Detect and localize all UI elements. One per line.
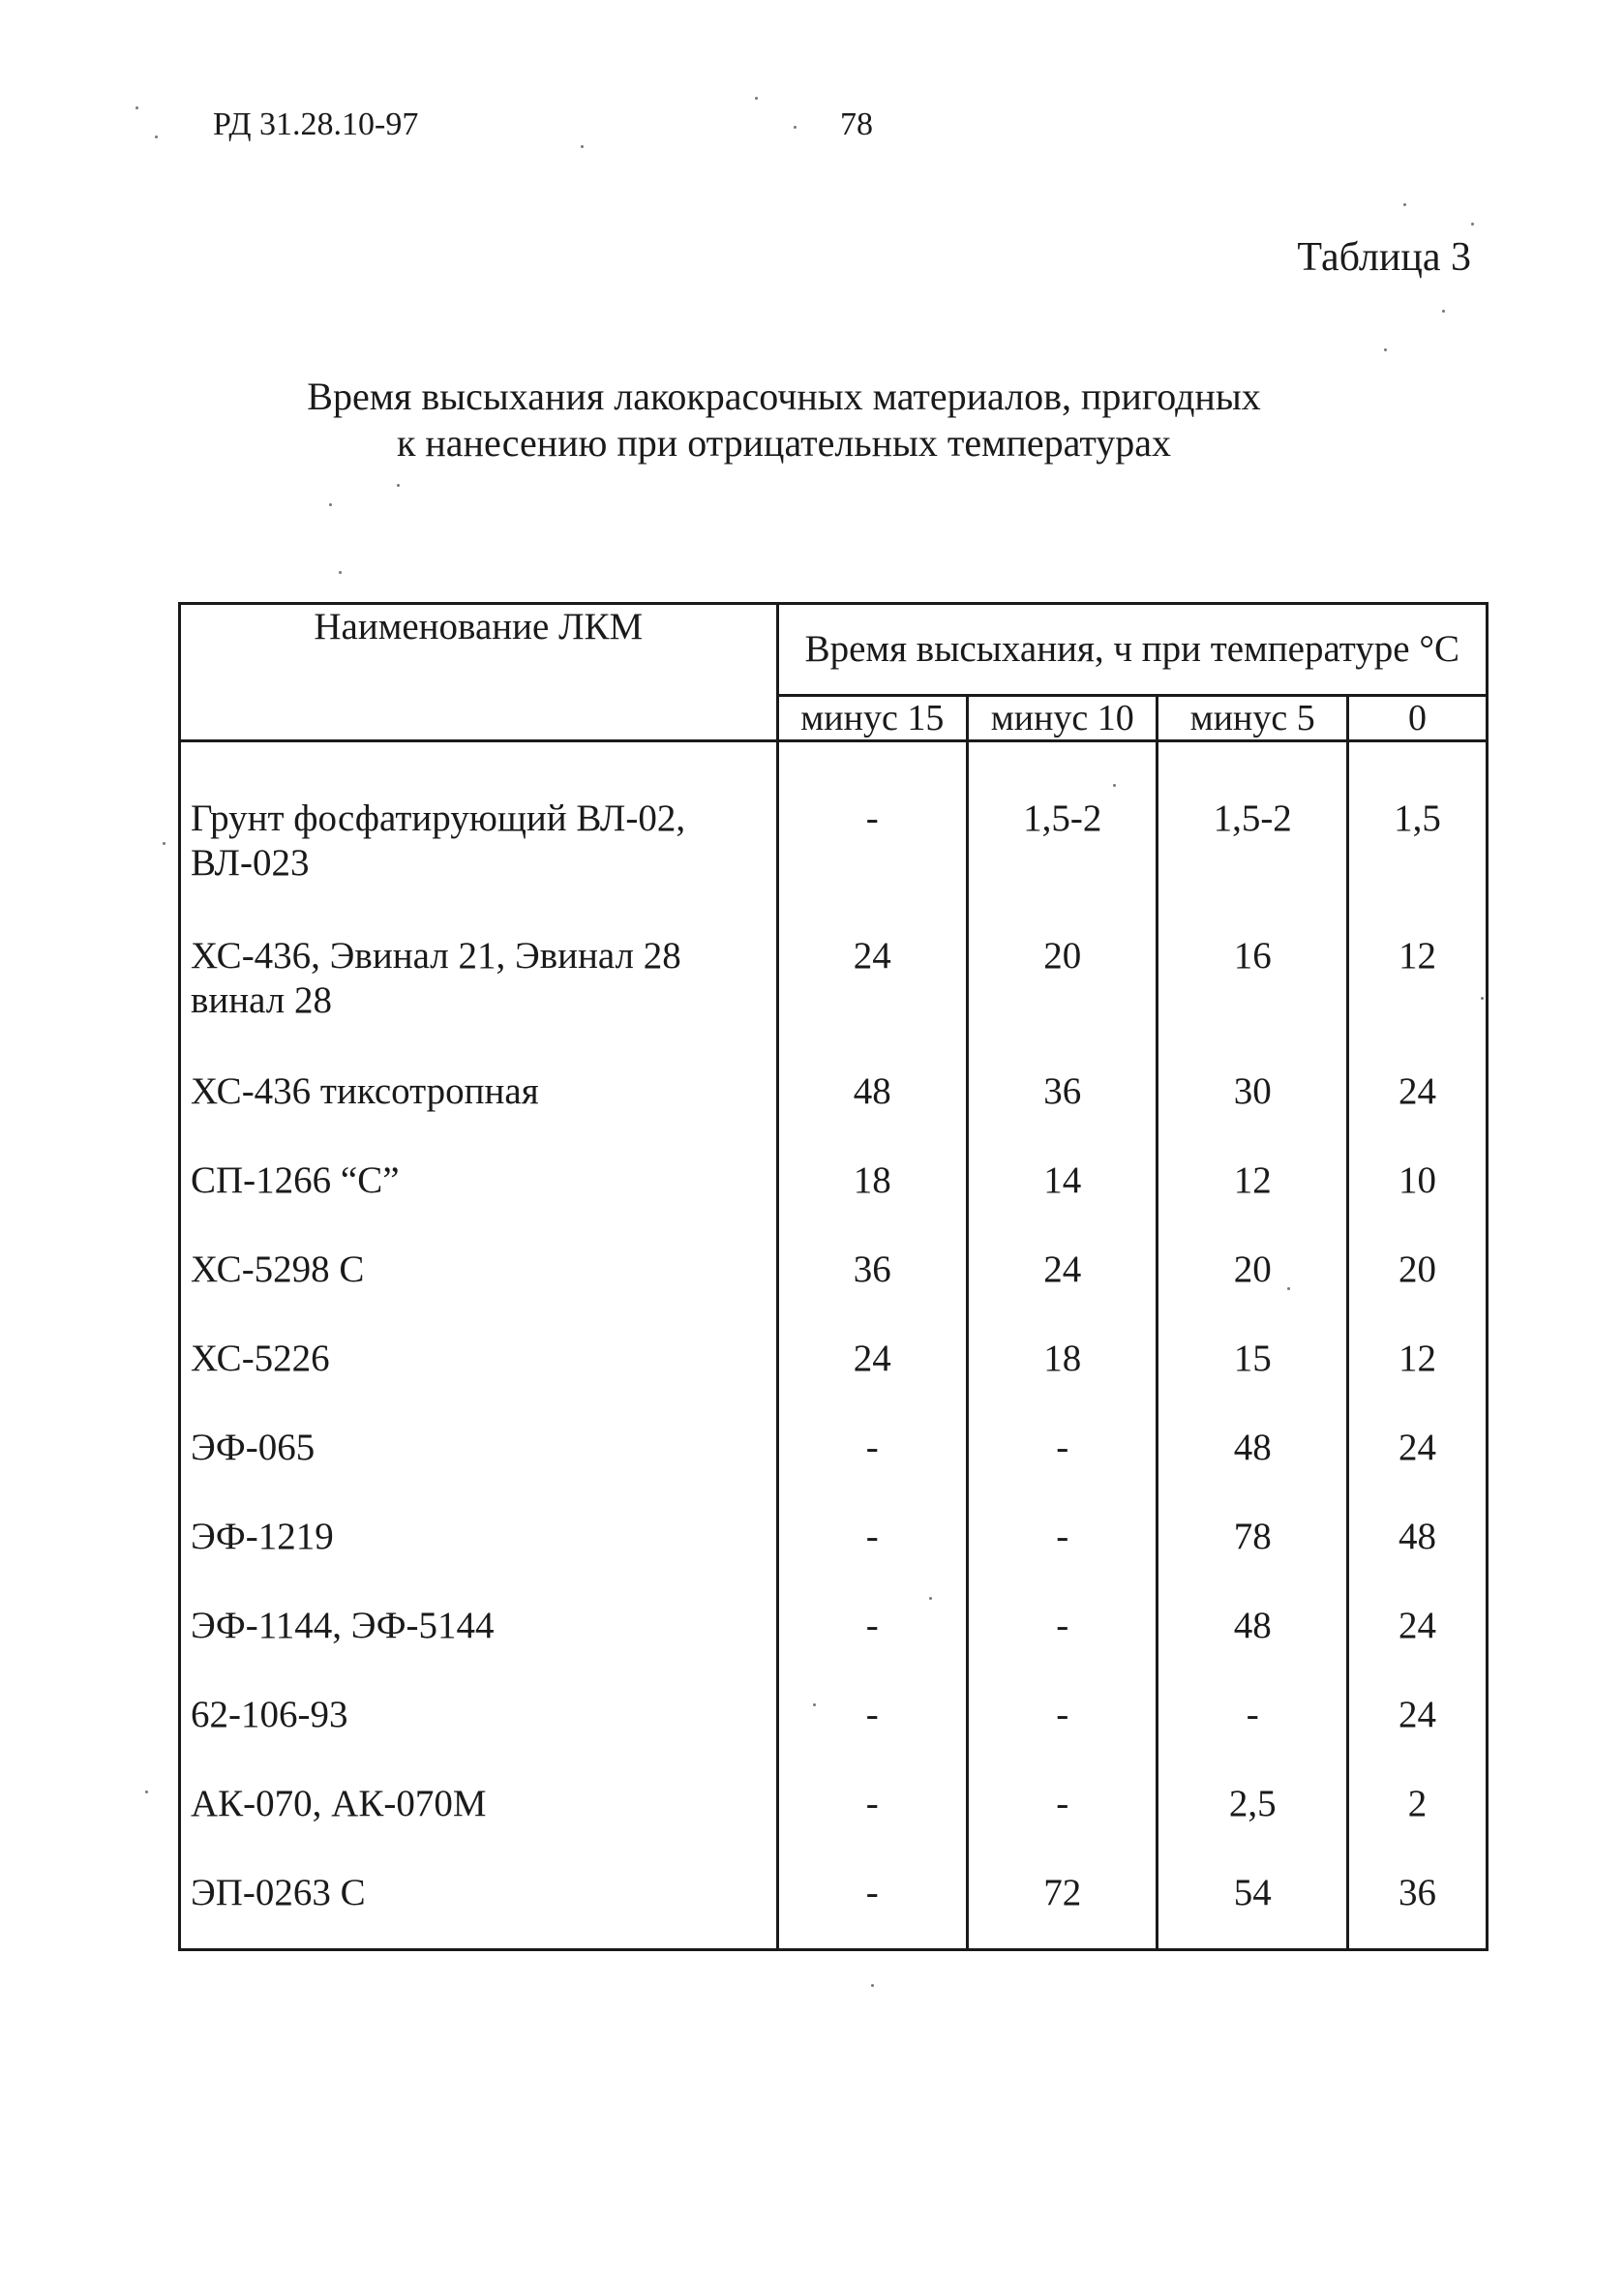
- value-minus-10: 72: [968, 1871, 1158, 1950]
- table-title-line-2: к нанесению при отрицательных температурах: [396, 421, 1172, 465]
- drying-time-table: [178, 602, 1489, 1951]
- material-name: ЭФ-1144, ЭФ-5144: [180, 1604, 778, 1693]
- value-minus-5: 1,5-2: [1158, 741, 1347, 935]
- value-minus-15: -: [777, 1426, 967, 1515]
- material-name: ХС-5298 С: [180, 1248, 778, 1337]
- material-name: ХС-436 тиксотропная: [180, 1069, 778, 1159]
- table-title: [174, 374, 1394, 466]
- table-row: [180, 934, 1488, 1069]
- table-row: [180, 1248, 1488, 1337]
- value-minus-15: -: [777, 1693, 967, 1782]
- value-zero: 1,5: [1347, 741, 1487, 935]
- value-minus-15: 24: [777, 934, 967, 1069]
- value-minus-5: 20: [1158, 1248, 1347, 1337]
- material-name: ЭФ-1219: [180, 1515, 778, 1604]
- value-minus-10: 36: [968, 1069, 1158, 1159]
- value-minus-10: -: [968, 1782, 1158, 1871]
- value-minus-15: 24: [777, 1337, 967, 1426]
- table-row: [180, 1426, 1488, 1515]
- material-name: ЭФ-065: [180, 1426, 778, 1515]
- value-minus-15: -: [777, 1604, 967, 1693]
- document-code: РД 31.28.10-97: [213, 106, 419, 142]
- table-label: Таблица 3: [1297, 235, 1471, 280]
- value-minus-10: 14: [968, 1159, 1158, 1248]
- material-name: Грунт фосфатирующий ВЛ-02, ВЛ-023: [180, 741, 778, 935]
- value-minus-5: 48: [1158, 1604, 1347, 1693]
- value-minus-10: -: [968, 1515, 1158, 1604]
- table-row: [180, 1337, 1488, 1426]
- value-minus-10: 20: [968, 934, 1158, 1069]
- table-row: [180, 1782, 1488, 1871]
- column-header-minus-15: минус 15: [777, 696, 967, 741]
- value-minus-15: -: [777, 1515, 967, 1604]
- material-name: ЭП-0263 С: [180, 1871, 778, 1950]
- table-row: [180, 1069, 1488, 1159]
- material-name: ХС-436, Эвинал 21, Эвинал 28 винал 28: [180, 934, 778, 1069]
- value-zero: 36: [1347, 1871, 1487, 1950]
- value-zero: 20: [1347, 1248, 1487, 1337]
- value-minus-10: 24: [968, 1248, 1158, 1337]
- column-header-zero: 0: [1347, 696, 1487, 741]
- value-minus-5: 48: [1158, 1426, 1347, 1515]
- value-minus-15: 36: [777, 1248, 967, 1337]
- value-minus-15: -: [777, 741, 967, 935]
- value-zero: 12: [1347, 934, 1487, 1069]
- value-zero: 24: [1347, 1069, 1487, 1159]
- table-row: [180, 1871, 1488, 1950]
- page-number: 78: [840, 106, 873, 142]
- value-minus-5: 12: [1158, 1159, 1347, 1248]
- table-row: [180, 1159, 1488, 1248]
- table-row: [180, 1693, 1488, 1782]
- value-minus-5: 78: [1158, 1515, 1347, 1604]
- value-minus-5: 30: [1158, 1069, 1347, 1159]
- table-row: [180, 741, 1488, 935]
- value-zero: 2: [1347, 1782, 1487, 1871]
- table-title-line-1: Время высыхания лакокрасочных материалов, пригодных: [307, 375, 1261, 418]
- material-name: 62-106-93: [180, 1693, 778, 1782]
- value-minus-10: -: [968, 1693, 1158, 1782]
- material-name: ХС-5226: [180, 1337, 778, 1426]
- table-row: [180, 1515, 1488, 1604]
- value-minus-15: 48: [777, 1069, 967, 1159]
- material-name: СП-1266 “С”: [180, 1159, 778, 1248]
- value-zero: 24: [1347, 1693, 1487, 1782]
- column-header-name: Наименование ЛКМ: [180, 604, 778, 741]
- value-minus-10: -: [968, 1426, 1158, 1515]
- value-minus-5: 54: [1158, 1871, 1347, 1950]
- value-minus-5: 15: [1158, 1337, 1347, 1426]
- value-minus-5: -: [1158, 1693, 1347, 1782]
- value-zero: 12: [1347, 1337, 1487, 1426]
- value-minus-5: 2,5: [1158, 1782, 1347, 1871]
- value-minus-10: -: [968, 1604, 1158, 1693]
- value-minus-15: -: [777, 1871, 967, 1950]
- column-header-minus-5: минус 5: [1158, 696, 1347, 741]
- value-minus-15: 18: [777, 1159, 967, 1248]
- value-zero: 24: [1347, 1426, 1487, 1515]
- value-zero: 24: [1347, 1604, 1487, 1693]
- value-zero: 48: [1347, 1515, 1487, 1604]
- column-header-drying-time: Время высыхания, ч при температуре °С: [777, 604, 1487, 696]
- column-header-minus-10: минус 10: [968, 696, 1158, 741]
- table-header-row: [180, 604, 1488, 696]
- value-minus-5: 16: [1158, 934, 1347, 1069]
- value-minus-10: 18: [968, 1337, 1158, 1426]
- value-zero: 10: [1347, 1159, 1487, 1248]
- material-name: АК-070, АК-070М: [180, 1782, 778, 1871]
- value-minus-15: -: [777, 1782, 967, 1871]
- table-row: [180, 1604, 1488, 1693]
- value-minus-10: 1,5-2: [968, 741, 1158, 935]
